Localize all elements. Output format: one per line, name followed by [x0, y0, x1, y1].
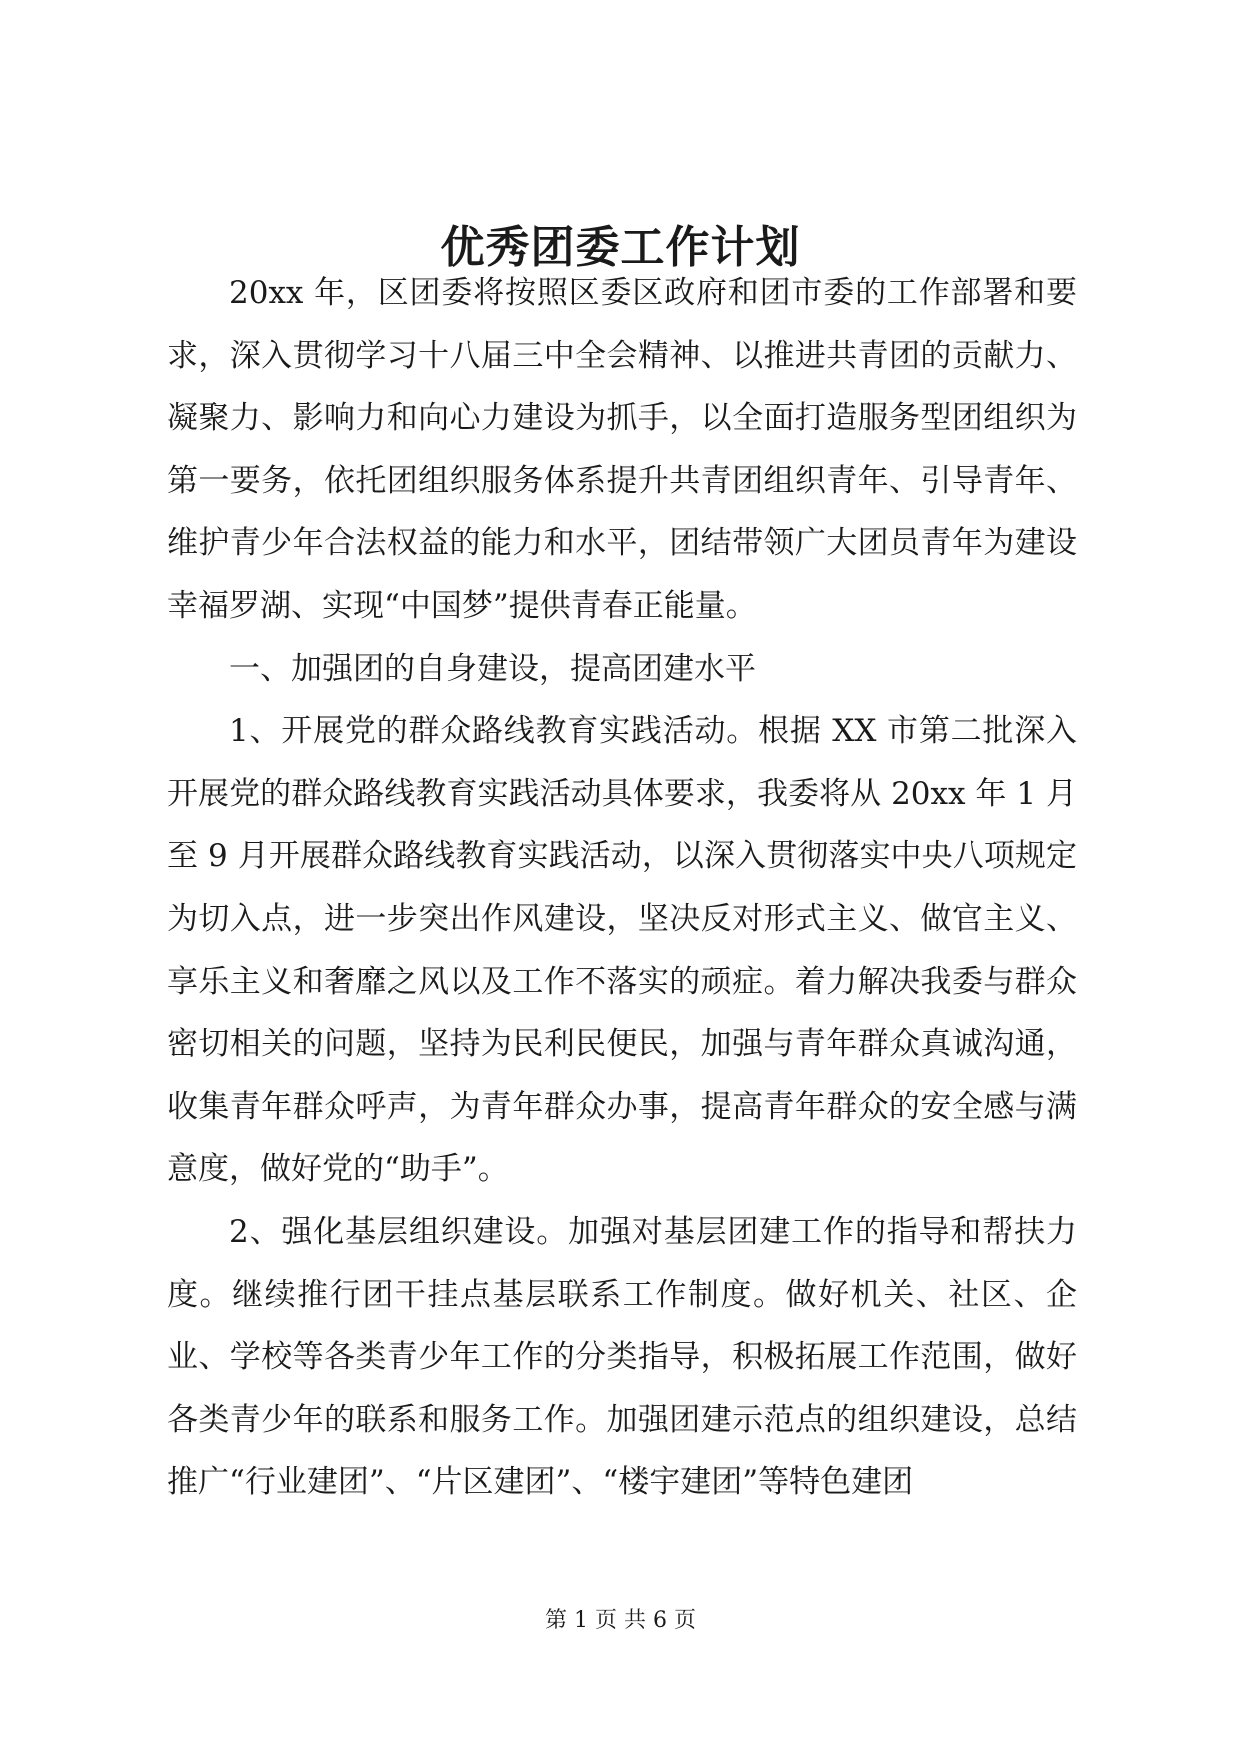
- paragraph-item-2: 2、强化基层组织建设。加强对基层团建工作的指导和帮扶力度。继续推行团干挂点基层联系工作制度。做好机关、社区、企业、学校等各类青少年工作的分类指导，积极拓展工作范围，做好各类青少年的联系和服务工作。加强团建示范点的组织建设，总结推广“行业建团”、“片区建团”、“楼宇建团”等特色建团: [167, 1213, 1077, 1501]
- paragraph-intro: 20xx 年，区团委将按照区委区政府和团市委的工作部署和要求，深入贯彻学习十八届三中全会精神、以推进共青团的贡献力、凝聚力、影响力和向心力建设为抓手，以全面打造服务型团组织为第一要务，依托团组织服务体系提升共青团组织青年、引导青年、维护青少年合法权益的能力和水平，团结带领广大团员青年为建设幸福罗湖、实现“中国梦”提供青春正能量。: [167, 275, 1077, 624]
- section-heading-1: 一、加强团的自身建设，提高团建水平: [229, 650, 756, 687]
- paragraph-item-1: 1、开展党的群众路线教育实践活动。根据 XX 市第二批深入开展党的群众路线教育实践活动具体要求，我委将从 20xx 年 1 月至 9 月开展群众路线教育实践活动，以深入贯彻落实中央八项规定为切入点，进一步突出作风建设，坚决反对形式主义、做官主义、享乐主义和奢靡之风以及工作不落实的顽症。着力解决我委与群众密切相关的问题，坚持为民利民便民，加强与青年群众真诚沟通，收集青年群众呼声，为青年群众办事，提高青年群众的安全感与满意度，做好党的“助手”。: [167, 713, 1077, 1188]
- document-body: [167, 262, 1077, 1514]
- document-title: 优秀团委工作计划: [440, 222, 801, 273]
- page-footer: 第 1 页 共 6 页: [545, 1608, 696, 1633]
